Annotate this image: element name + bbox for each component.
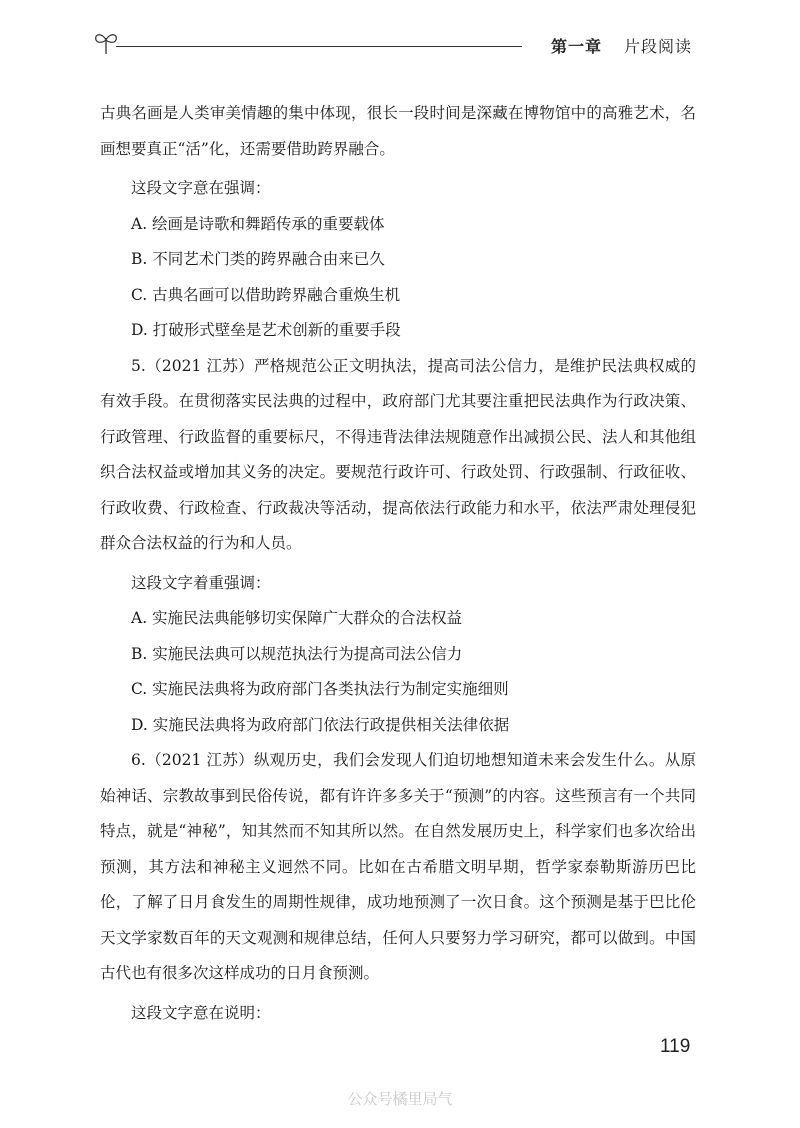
chapter-title	[551, 34, 692, 57]
q4-option-c: C. 古典名画可以借助跨界融合重焕生机	[131, 285, 401, 304]
q6-stem: 这段文字意在说明：	[131, 1003, 271, 1022]
q4-stem: 这段文字意在强调：	[131, 179, 271, 197]
q4-option-b: B. 不同艺术门类的跨界融合由来已久	[131, 250, 385, 268]
q5-option-d: D. 实施民法典将为政府部门依法行政提供相关法律依据	[131, 715, 510, 734]
q4-passage-tail: 古典名画是人类审美情趣的集中体现，很长一段时间是深藏在博物馆中的高雅艺术，名画想要真正“活”化，还需要借助跨界融合。	[100, 104, 696, 158]
q5-option-b: B. 实施民法典可以规范执法行为提高司法公信力	[131, 644, 463, 663]
sprout-icon	[92, 28, 122, 58]
page-body	[100, 96, 696, 1031]
q5-option-c: C. 实施民法典将为政府部门各类执法行为制定实施细则	[131, 680, 509, 698]
q6-passage: 6.（2021 江苏）纵观历史，我们会发现人们迫切地想知道未来会发生什么。从原始神话、宗教故事到民俗传说，都有许许多多关于“预测”的内容。这些预言有一个共同特点，就是“神秘”，知其然而不知其所以然。在自然发展历史上，科学家们也多次给出预测，其方法和神秘主义迥然不同。比如在古希腊文明早期，哲学家泰勒斯游历巴比伦，了解了日月食发生的周期性规律，成功地预测了一次日食。这个预测是基于巴比伦天文学家数百年的天文观测和规律总结，任何人只要努力学习研究，都可以做到。中国古代也有很多次这样成功的日月食预测。	[100, 751, 696, 982]
q4-option-d: D. 打破形式壁垒是艺术创新的重要手段	[131, 321, 401, 339]
running-header	[92, 28, 692, 58]
chapter-number: 第一章	[550, 37, 602, 56]
watermark: 公众号橘里局气	[347, 1091, 453, 1108]
q5-passage: 5.（2021 江苏）严格规范公正文明执法，提高司法公信力，是维护民法典权威的有效手段。在贯彻落实民法典的过程中，政府部门尤其要注重把民法典作为行政决策、行政管理、行政监督的重要标尺，不得违背法律法规随意作出减损公民、法人和其他组织合法权益或增加其义务的决定。要规范行政许可、行政处罚、行政强制、行政征收、行政收费、行政检查、行政裁决等活动，提高依法行政能力和水平，依法严肃处理侵犯群众合法权益的行为和人员。	[100, 356, 696, 552]
section-title: 片段阅读	[623, 37, 692, 56]
q5-stem: 这段文字着重强调：	[131, 573, 271, 592]
q5-option-a: A. 实施民法典能够切实保障广大群众的合法权益	[131, 609, 463, 627]
page-number: 119	[660, 1036, 691, 1057]
q4-option-a: A. 绘画是诗歌和舞蹈传承的重要载体	[131, 214, 385, 233]
